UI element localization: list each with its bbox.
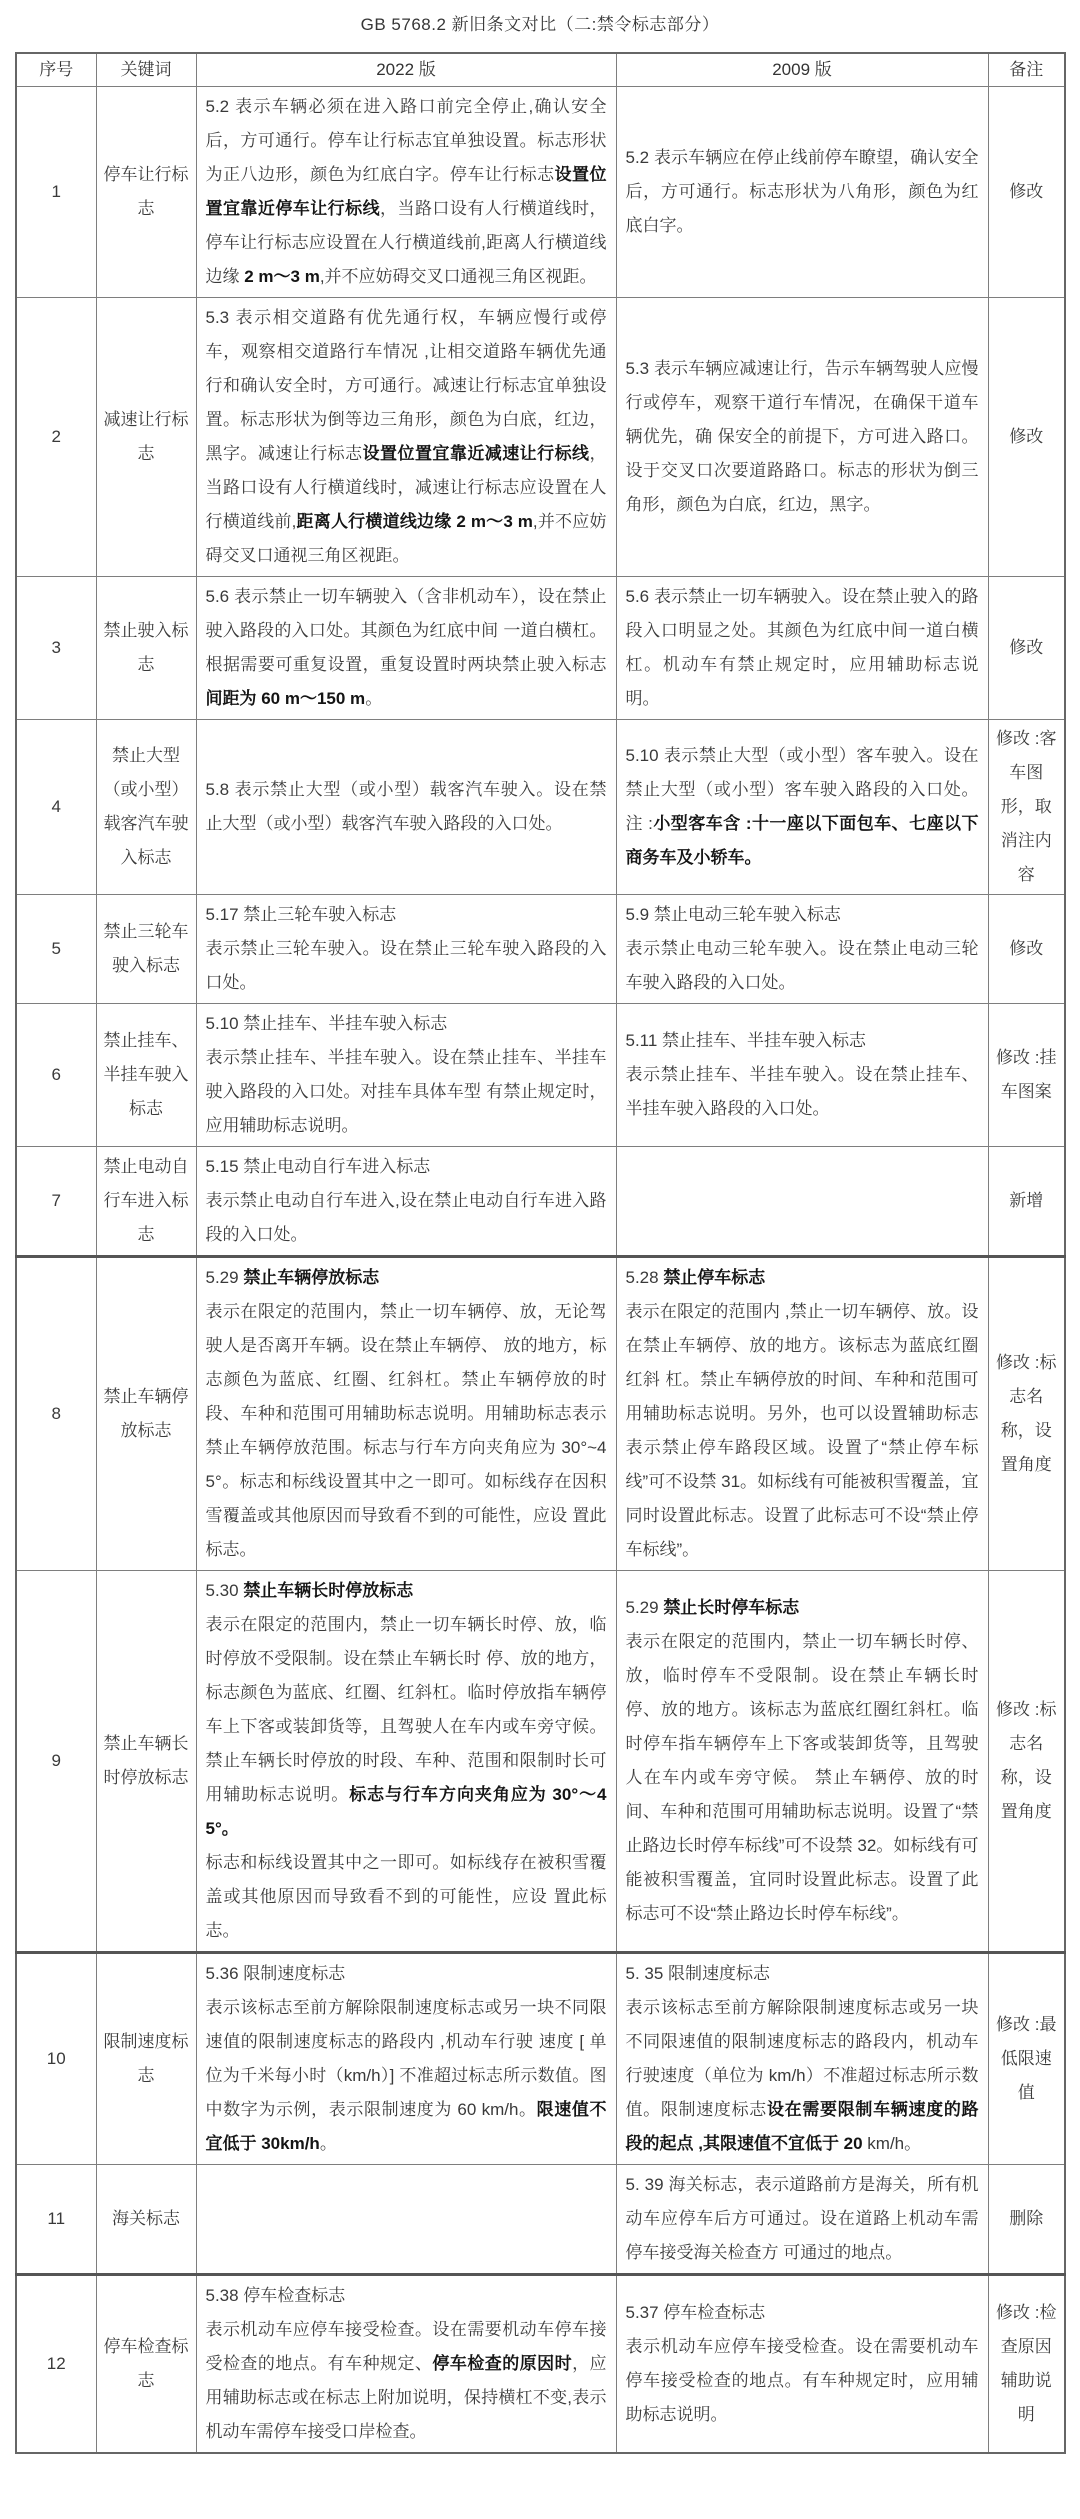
cell-row-number: 3 (16, 577, 96, 720)
cell-2009-text: 5.2 表示车辆应在停止线前停车瞭望，确认安全后，方可通行。标志形状为八角形，颜色为红底白字。 (616, 87, 988, 298)
table-row (16, 1147, 1065, 1257)
table-row (16, 87, 1065, 298)
table-row (16, 1257, 1065, 1571)
table-row (16, 895, 1065, 1004)
table-row (16, 298, 1065, 577)
cell-keyword: 停车检查标志 (96, 2275, 196, 2454)
cell-keyword: 停车让行标志 (96, 87, 196, 298)
cell-2009-text: 5.11 禁止挂车、半挂车驶入标志 表示禁止挂车、半挂车驶入。设在禁止挂车、半挂车驶入路段的入口处。 (616, 1004, 988, 1147)
cell-2022-text: 5.2 表示车辆必须在进入路口前完全停止,确认安全后，方可通行。停车让行标志宜单独设置。标志形状为正八边形，颜色为红底白字。停车让行标志设置位置宜靠近停车让行标线，当路口设有人行横道线时，停车让行标志应设置在人行横道线前,距离人行横道线边缘 2 m～3 m,并不应妨碍交叉口通视三角区视距。 (196, 87, 616, 298)
cell-keyword: 禁止驶入标志 (96, 577, 196, 720)
cell-row-number: 8 (16, 1257, 96, 1571)
cell-2009-text: 5.6 表示禁止一切车辆驶入。设在禁止驶入的路段入口明显之处。其颜色为红底中间一道白横杠。机动车有禁止规定时，应用辅助标志说明。 (616, 577, 988, 720)
col-header-2022: 2022 版 (196, 53, 616, 87)
cell-remark: 修改 :标志名称，设置角度 (988, 1257, 1065, 1571)
table-row (16, 577, 1065, 720)
cell-2009-text (616, 1147, 988, 1257)
cell-row-number: 4 (16, 720, 96, 895)
cell-2009-text: 5. 35 限制速度标志 表示该标志至前方解除限制速度标志或另一块不同限速值的限制速度标志的路段内，机动车行驶速度（单位为 km/h）不准超过标志所示数值。限制速度标志设在需要限制车辆速度的路段的起点 ,其限速值不宜低于 20 km/h。 (616, 1953, 988, 2165)
table-row (16, 2275, 1065, 2454)
cell-2009-text: 5.29 禁止长时停车标志 表示在限定的范围内，禁止一切车辆长时停、放，临时停车不受限制。设在禁止车辆长时停、放的地方。该标志为蓝底红圈红斜杠。临时停车指车辆停车上下客或装卸货等，且驾驶人在车内或车旁守候。 禁止车辆停、放的时间、车种和范围可用辅助标志说明。设置了“禁止路边长时停车标线”可不设禁 32。如标线有可能被积雪覆盖，宜同时设置此标志。设置了此标志可不设“禁止路边长时停车标线”。 (616, 1571, 988, 1953)
table-row (16, 2165, 1065, 2275)
cell-row-number: 9 (16, 1571, 96, 1953)
cell-2009-text: 5.9 禁止电动三轮车驶入标志 表示禁止电动三轮车驶入。设在禁止电动三轮车驶入路段的入口处。 (616, 895, 988, 1004)
cell-remark: 修改 (988, 298, 1065, 577)
cell-row-number: 5 (16, 895, 96, 1004)
cell-2022-text: 5.38 停车检查标志 表示机动车应停车接受检查。设在需要机动车停车接受检查的地点。有车种规定、停车检查的原因时，应用辅助标志或在标志上附加说明，保持横杠不变,表示机动车需停车接受口岸检查。 (196, 2275, 616, 2454)
cell-row-number: 6 (16, 1004, 96, 1147)
cell-2022-text: 5.3 表示相交道路有优先通行权，车辆应慢行或停车，观察相交道路行车情况 ,让相交道路车辆优先通 行和确认安全时，方可通行。减速让行标志宜单独设置。标志形状为倒等边三角形，颜色为白底，红边，黑字。减速让行标志设置位置宜靠近减速让行标线，当路口设有人行横道线时，减速让行标志应设置在人行横道线前,距离人行横道线边缘 2 m～3 m,并不应妨碍交叉口通视三角区视距。 (196, 298, 616, 577)
table-header (16, 53, 1065, 87)
cell-row-number: 10 (16, 1953, 96, 2165)
cell-2022-text: 5.30 禁止车辆长时停放标志 表示在限定的范围内，禁止一切车辆长时停、放，临时停放不受限制。设在禁止车辆长时 停、放的地方，标志颜色为蓝底、红圈、红斜杠。临时停放指车辆停车上下客或装卸货等，且驾驶人在车内或车旁守候。禁止车辆长时停放的时段、车种、范围和限制时长可用辅助标志说明。标志与行车方向夹角应为 30°～45°。 标志和标线设置其中之一即可。如标线存在被积雪覆盖或其他原因而导致看不到的可能性，应设 置此标志。 (196, 1571, 616, 1953)
cell-row-number: 1 (16, 87, 96, 298)
cell-keyword: 禁止车辆停放标志 (96, 1257, 196, 1571)
cell-keyword: 禁止电动自行车进入标志 (96, 1147, 196, 1257)
cell-row-number: 11 (16, 2165, 96, 2275)
col-header-2009: 2009 版 (616, 53, 988, 87)
cell-remark: 修改 (988, 87, 1065, 298)
cell-2022-text: 5.36 限制速度标志 表示该标志至前方解除限制速度标志或另一块不同限速值的限制速度标志的路段内 ,机动车行驶 速度 [ 单位为千米每小时（km/h）] 不准超过标志所示数值。图中数字为示例，表示限制速度为 60 km/h。限速值不宜低于 30km/h。 (196, 1953, 616, 2165)
cell-2009-text: 5.3 表示车辆应减速让行，告示车辆驾驶人应慢行或停车，观察干道行车情况，在确保干道车辆优先，确 保安全的前提下，方可进入路口。设于交叉口次要道路路口。标志的形状为倒三角形，颜色为白底，红边，黑字。 (616, 298, 988, 577)
cell-remark: 删除 (988, 2165, 1065, 2275)
cell-keyword: 禁止大型（或小型）载客汽车驶入标志 (96, 720, 196, 895)
cell-keyword: 禁止三轮车驶入标志 (96, 895, 196, 1004)
cell-row-number: 2 (16, 298, 96, 577)
cell-row-number: 7 (16, 1147, 96, 1257)
cell-remark: 修改 :标志名称，设置角度 (988, 1571, 1065, 1953)
table-row (16, 1571, 1065, 1953)
table-row (16, 1953, 1065, 2165)
table-row (16, 720, 1065, 895)
cell-remark: 修改 (988, 577, 1065, 720)
cell-remark: 修改 :挂车图案 (988, 1004, 1065, 1147)
cell-2009-text: 5.28 禁止停车标志 表示在限定的范围内 ,禁止一切车辆停、放。设在禁止车辆停、放的地方。该标志为蓝底红圈红斜 杠。禁止车辆停放的时间、车种和范围可用辅助标志说明。另外，也可以设置辅助标志表示禁止停车路段区域。设置了“禁止停车标线”可不设禁 31。如标线有可能被积雪覆盖，宜同时设置此标志。设置了此标志可不设“禁止停车标线”。 (616, 1257, 988, 1571)
table-row (16, 1004, 1065, 1147)
cell-keyword: 限制速度标志 (96, 1953, 196, 2165)
col-header-keyword: 关键词 (96, 53, 196, 87)
cell-remark: 新增 (988, 1147, 1065, 1257)
cell-keyword: 禁止挂车、半挂车驶入标志 (96, 1004, 196, 1147)
cell-2022-text: 5.15 禁止电动自行车进入标志 表示禁止电动自行车进入,设在禁止电动自行车进入路段的入口处。 (196, 1147, 616, 1257)
cell-remark: 修改 :客车图形，取消注内容 (988, 720, 1065, 895)
cell-2022-text: 5.10 禁止挂车、半挂车驶入标志 表示禁止挂车、半挂车驶入。设在禁止挂车、半挂车驶入路段的入口处。对挂车具体车型 有禁止规定时，应用辅助标志说明。 (196, 1004, 616, 1147)
comparison-table (15, 52, 1066, 2454)
cell-2022-text: 5.17 禁止三轮车驶入标志 表示禁止三轮车驶入。设在禁止三轮车驶入路段的入口处。 (196, 895, 616, 1004)
cell-2022-text: 5.8 表示禁止大型（或小型）载客汽车驶入。设在禁止大型（或小型）载客汽车驶入路段的入口处。 (196, 720, 616, 895)
cell-remark: 修改 :检查原因辅助说明 (988, 2275, 1065, 2454)
cell-keyword: 减速让行标志 (96, 298, 196, 577)
cell-keyword: 禁止车辆长时停放标志 (96, 1571, 196, 1953)
page-title: GB 5768.2 新旧条文对比（二:禁令标志部分） (360, 15, 720, 34)
cell-2022-text (196, 2165, 616, 2275)
col-header-remark: 备注 (988, 53, 1065, 87)
cell-2009-text: 5. 39 海关标志，表示道路前方是海关，所有机动车应停车后方可通过。设在道路上机动车需停车接受海关检查方 可通过的地点。 (616, 2165, 988, 2275)
cell-remark: 修改 :最低限速值 (988, 1953, 1065, 2165)
cell-row-number: 12 (16, 2275, 96, 2454)
cell-keyword: 海关标志 (96, 2165, 196, 2275)
header-row (16, 53, 1065, 87)
cell-2009-text: 5.37 停车检查标志 表示机动车应停车接受检查。设在需要机动车停车接受检查的地点。有车种规定时，应用辅助标志说明。 (616, 2275, 988, 2454)
col-header-no: 序号 (16, 53, 96, 87)
table-body (16, 87, 1065, 2454)
cell-2022-text: 5.6 表示禁止一切车辆驶入（含非机动车），设在禁止驶入路段的入口处。其颜色为红底中间 一道白横杠。根据需要可重复设置，重复设置时两块禁止驶入标志间距为 60 m～150 m。 (196, 577, 616, 720)
cell-2009-text: 5.10 表示禁止大型（或小型）客车驶入。设在禁止大型（或小型）客车驶入路段的入口处。注 :小型客车含 :十一座以下面包车、七座以下商务车及小轿车。 (616, 720, 988, 895)
cell-2022-text: 5.29 禁止车辆停放标志 表示在限定的范围内，禁止一切车辆停、放，无论驾驶人是否离开车辆。设在禁止车辆停、 放的地方，标志颜色为蓝底、红圈、红斜杠。禁止车辆停放的时段、车种和范围可用辅助标志说明。用辅助标志表示禁止车辆停放范围。标志与行车方向夹角应为 30°~45°。标志和标线设置其中之一即可。如标线存在因积雪覆盖或其他原因而导致看不到的可能性，应设 置此标志。 (196, 1257, 616, 1571)
cell-remark: 修改 (988, 895, 1065, 1004)
